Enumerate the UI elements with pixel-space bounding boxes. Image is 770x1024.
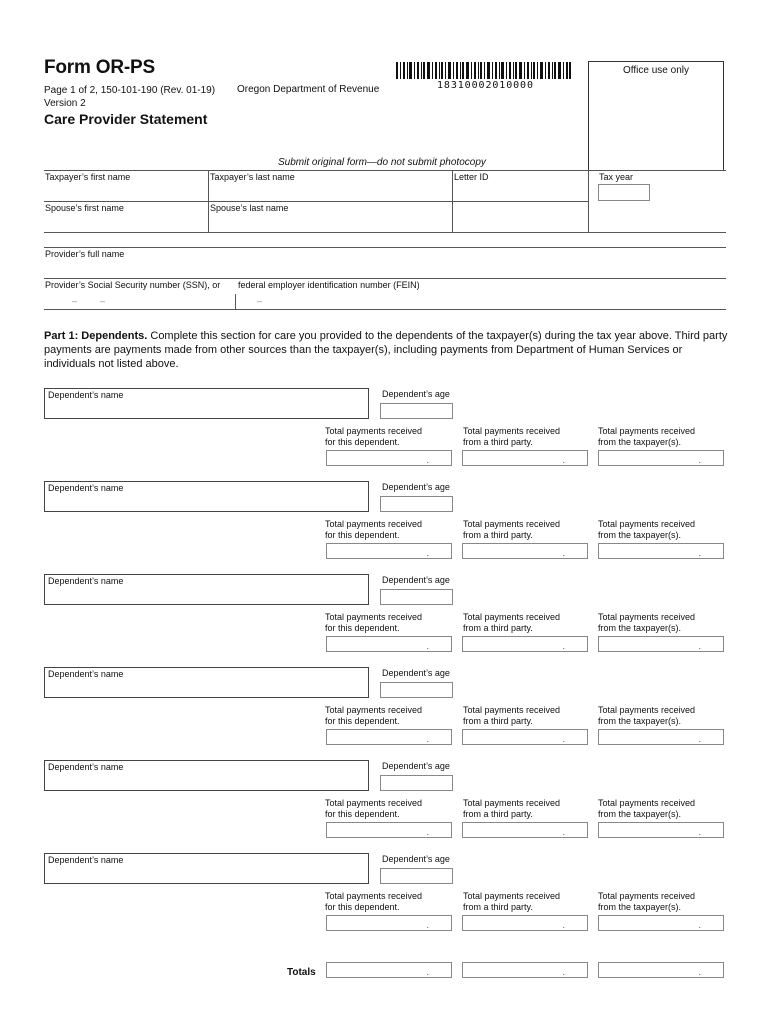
dependent-age-field[interactable] xyxy=(380,868,453,884)
spouse-first-name-field[interactable]: Spouse’s first name xyxy=(45,203,124,213)
dependent-name-label: Dependent’s name xyxy=(48,669,124,679)
dependent-age-field[interactable] xyxy=(380,775,453,791)
dependent-age-label: Dependent’s age xyxy=(382,668,450,678)
label-line: for this dependent. xyxy=(325,716,400,726)
label-line: from a third party. xyxy=(463,437,533,447)
version-line: Version 2 xyxy=(44,98,86,109)
totals-label: Totals xyxy=(287,967,316,978)
dependent-name-label: Dependent’s name xyxy=(48,762,124,772)
payments-dependent-field[interactable]: . xyxy=(326,729,452,745)
dependent-name-field[interactable] xyxy=(44,853,369,884)
dependent-name-label: Dependent’s name xyxy=(48,390,124,400)
dependent-name-label: Dependent’s name xyxy=(48,483,124,493)
total-payments-taxpayer-field[interactable]: . xyxy=(598,962,724,978)
payments-third-party-field[interactable]: . xyxy=(462,915,588,931)
payments-dependent-label xyxy=(325,519,422,541)
label-line: Total payments received xyxy=(598,798,696,808)
provider-name-field[interactable]: Provider’s full name xyxy=(45,249,125,259)
payments-taxpayer-field[interactable]: . xyxy=(598,915,724,931)
label-line: Total payments received xyxy=(325,798,423,808)
label-line: for this dependent. xyxy=(325,530,400,540)
dependent-age-label: Dependent’s age xyxy=(382,482,450,492)
payments-taxpayer-field[interactable]: . xyxy=(598,822,724,838)
department-name: Oregon Department of Revenue xyxy=(237,84,380,95)
label-line: Total payments received xyxy=(598,705,696,715)
label-line: Total payments received xyxy=(463,426,561,436)
payments-taxpayer-field[interactable]: . xyxy=(598,543,724,559)
total-payments-dependent-field[interactable]: . xyxy=(326,962,452,978)
divider-line xyxy=(44,232,726,233)
payments-third-party-field[interactable]: . xyxy=(462,450,588,466)
label-line: Total payments received xyxy=(325,426,423,436)
payments-third-party-label xyxy=(463,426,560,448)
ssn-separator: – xyxy=(100,296,106,306)
form-name: Care Provider Statement xyxy=(44,111,208,127)
label-line: Total payments received xyxy=(598,612,696,622)
label-line: from the taxpayer(s). xyxy=(598,437,682,447)
taxpayer-last-name-field[interactable]: Taxpayer’s last name xyxy=(210,172,295,182)
label-line: from the taxpayer(s). xyxy=(598,902,682,912)
dependent-age-label: Dependent’s age xyxy=(382,854,450,864)
label-line: Total payments received xyxy=(325,519,423,529)
part1-heading: Part 1: Dependents. xyxy=(44,330,148,342)
payments-taxpayer-label xyxy=(598,891,695,913)
payments-dependent-field[interactable]: . xyxy=(326,636,452,652)
provider-fein-field[interactable]: federal employer identification number (FEIN) xyxy=(238,280,420,290)
divider-line xyxy=(44,201,588,202)
label-line: from a third party. xyxy=(463,902,533,912)
label-line: Total payments received xyxy=(598,891,696,901)
payments-dependent-label xyxy=(325,612,422,634)
taxpayer-first-name-field[interactable]: Taxpayer’s first name xyxy=(45,172,131,182)
office-use-box xyxy=(588,61,724,171)
payments-taxpayer-field[interactable]: . xyxy=(598,450,724,466)
label-line: for this dependent. xyxy=(325,437,400,447)
dependent-age-label: Dependent’s age xyxy=(382,575,450,585)
label-line: Total payments received xyxy=(463,519,561,529)
payments-dependent-field[interactable]: . xyxy=(326,915,452,931)
ssn-separator: – xyxy=(72,296,78,306)
dependent-name-field[interactable] xyxy=(44,760,369,791)
payments-third-party-field[interactable]: . xyxy=(462,636,588,652)
payments-dependent-label xyxy=(325,705,422,727)
payments-third-party-label xyxy=(463,891,560,913)
fein-separator: – xyxy=(257,296,263,306)
payments-third-party-field[interactable]: . xyxy=(462,543,588,559)
dependent-name-label: Dependent’s name xyxy=(48,576,124,586)
part1-text: Complete this section for care you provided to the dependents of the taxpayer(s) during the tax year above. Third party payments are payments made from other sources than the taxpayer(s), including payments from Department of Human Services or individuals not listed above. xyxy=(44,330,728,370)
form-title: Form OR-PS xyxy=(44,57,155,78)
divider-line xyxy=(44,170,726,171)
total-payments-third-party-field[interactable]: . xyxy=(462,962,588,978)
payments-dependent-field[interactable]: . xyxy=(326,450,452,466)
label-line: Total payments received xyxy=(325,891,423,901)
payments-taxpayer-label xyxy=(598,612,695,634)
payments-taxpayer-label xyxy=(598,705,695,727)
payments-taxpayer-label xyxy=(598,798,695,820)
dependent-age-field[interactable] xyxy=(380,589,453,605)
dependent-name-field[interactable] xyxy=(44,574,369,605)
dependent-age-label: Dependent’s age xyxy=(382,761,450,771)
payments-third-party-label xyxy=(463,612,560,634)
label-line: from a third party. xyxy=(463,809,533,819)
payments-third-party-label xyxy=(463,705,560,727)
divider-line xyxy=(44,278,726,279)
payments-dependent-field[interactable]: . xyxy=(326,543,452,559)
divider-line xyxy=(235,294,236,309)
barcode-image xyxy=(396,62,571,79)
payments-dependent-label xyxy=(325,426,422,448)
label-line: for this dependent. xyxy=(325,623,400,633)
label-line: from a third party. xyxy=(463,623,533,633)
dependent-name-label: Dependent’s name xyxy=(48,855,124,865)
payments-taxpayer-field[interactable]: . xyxy=(598,729,724,745)
label-line: Total payments received xyxy=(463,705,561,715)
label-line: from the taxpayer(s). xyxy=(598,530,682,540)
label-line: Total payments received xyxy=(463,798,561,808)
label-line: from the taxpayer(s). xyxy=(598,809,682,819)
page-number-line: Page 1 of 2, 150-101-190 (Rev. 01-19) xyxy=(44,85,216,96)
payments-third-party-field[interactable]: . xyxy=(462,822,588,838)
page-info xyxy=(44,84,215,110)
dependent-name-field[interactable] xyxy=(44,388,369,419)
divider-line xyxy=(588,170,589,232)
payments-taxpayer-label xyxy=(598,426,695,448)
label-line: Total payments received xyxy=(598,519,696,529)
payments-third-party-field[interactable]: . xyxy=(462,729,588,745)
payments-third-party-label xyxy=(463,798,560,820)
tax-year-label: Tax year xyxy=(599,172,634,182)
label-line: for this dependent. xyxy=(325,809,400,819)
label-line: Total payments received xyxy=(325,705,423,715)
spouse-last-name-field[interactable]: Spouse’s last name xyxy=(210,203,289,213)
label-line: Total payments received xyxy=(463,612,561,622)
dependent-age-field[interactable] xyxy=(380,496,453,512)
payments-dependent-label xyxy=(325,798,422,820)
payments-taxpayer-label xyxy=(598,519,695,541)
label-line: from the taxpayer(s). xyxy=(598,623,682,633)
payments-dependent-field[interactable]: . xyxy=(326,822,452,838)
dependent-age-field[interactable] xyxy=(380,403,453,419)
barcode-number: 18310002010000 xyxy=(437,80,534,91)
part1-instructions xyxy=(44,329,728,371)
provider-ssn-field[interactable]: Provider’s Social Security number (SSN), or xyxy=(45,280,221,290)
payments-third-party-label xyxy=(463,519,560,541)
label-line: for this dependent. xyxy=(325,902,400,912)
submit-note: Submit original form—do not submit photocopy xyxy=(278,157,486,168)
letter-id-field[interactable]: Letter ID xyxy=(454,172,489,182)
dependent-age-label: Dependent’s age xyxy=(382,389,450,399)
label-line: Total payments received xyxy=(463,891,561,901)
label-line: Total payments received xyxy=(325,612,423,622)
label-line: from a third party. xyxy=(463,530,533,540)
dependent-name-field[interactable] xyxy=(44,667,369,698)
payments-dependent-label xyxy=(325,891,422,913)
label-line: from a third party. xyxy=(463,716,533,726)
tax-year-field[interactable] xyxy=(598,184,650,201)
dependent-name-field[interactable] xyxy=(44,481,369,512)
office-use-label: Office use only xyxy=(623,65,689,76)
label-line: Total payments received xyxy=(598,426,696,436)
divider-line xyxy=(44,309,726,310)
label-line: from the taxpayer(s). xyxy=(598,716,682,726)
divider-line xyxy=(44,247,726,248)
dependent-age-field[interactable] xyxy=(380,682,453,698)
payments-taxpayer-field[interactable]: . xyxy=(598,636,724,652)
